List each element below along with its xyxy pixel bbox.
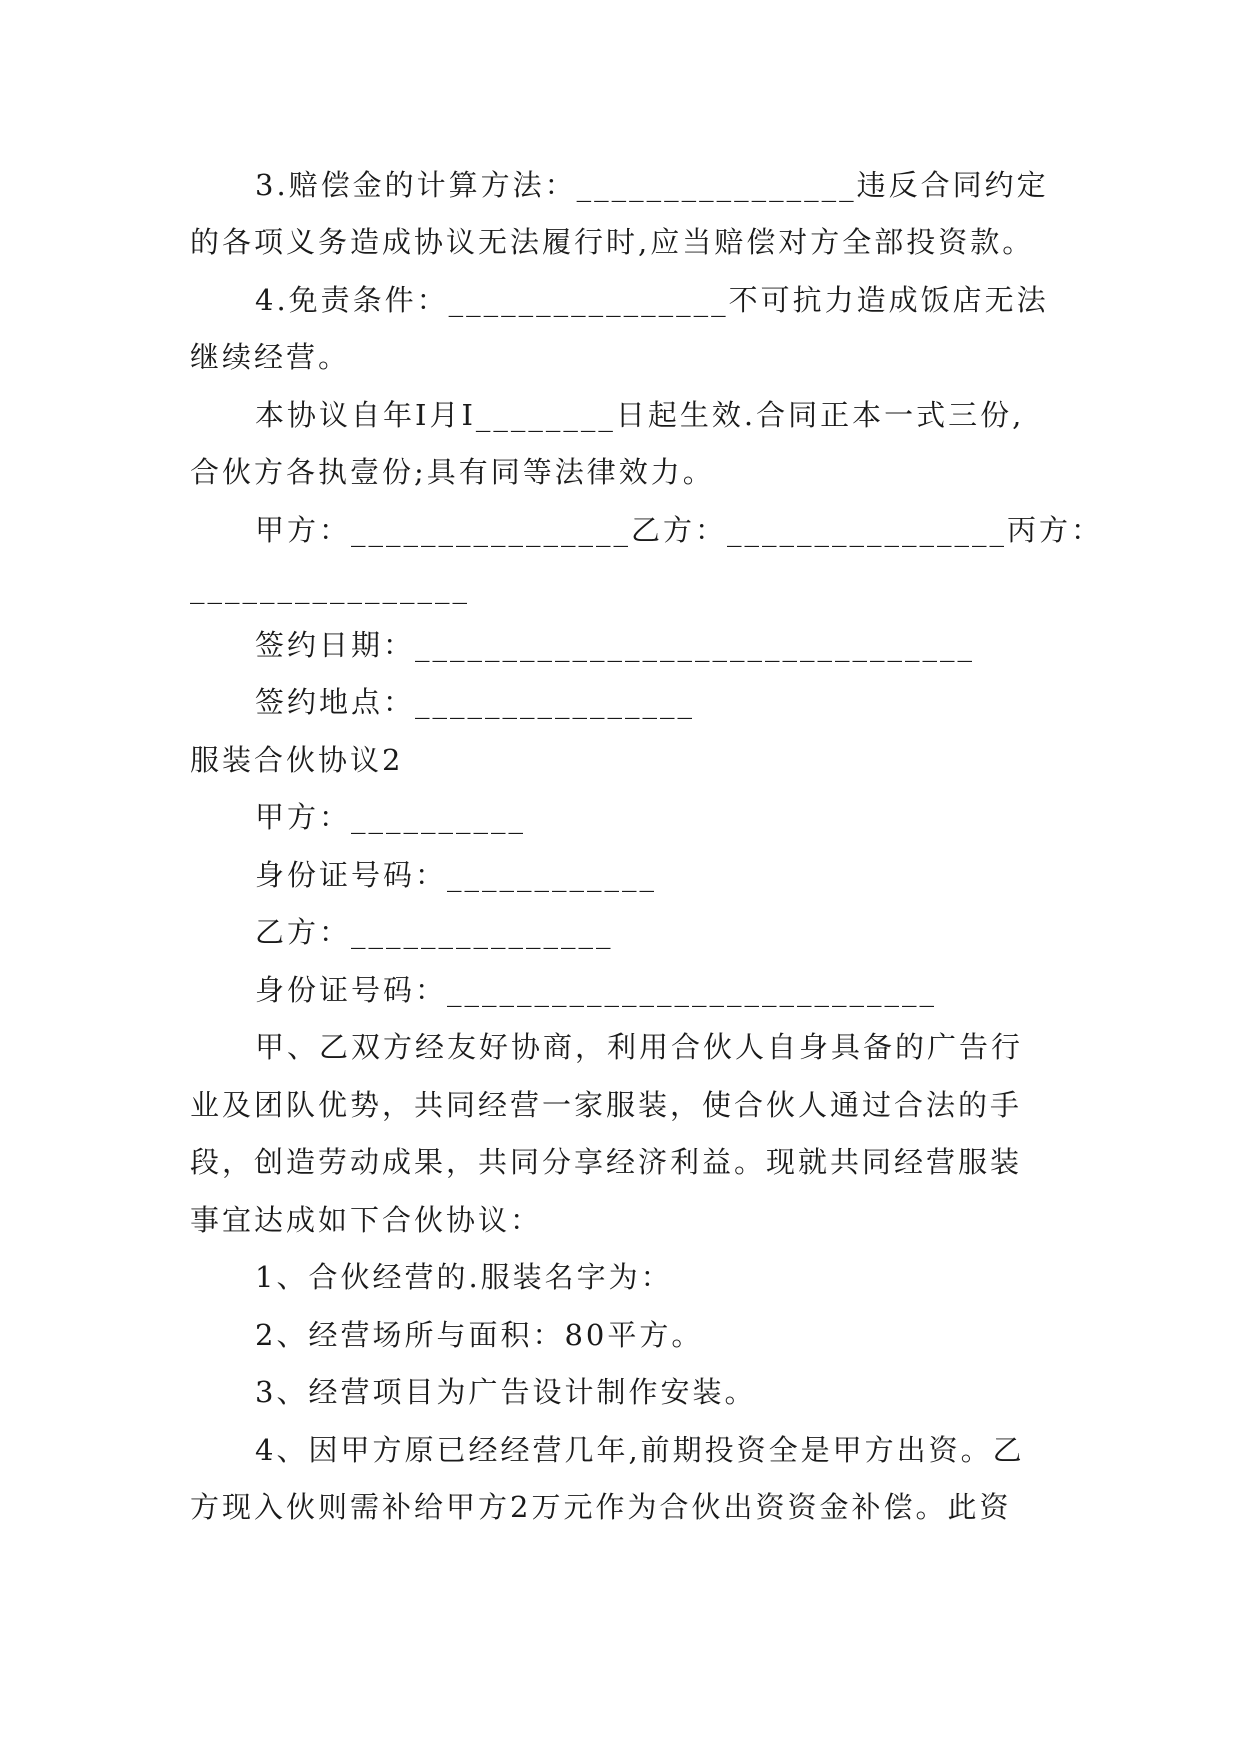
text-line: 合伙方各执壹份;具有同等法律效力。 <box>190 455 715 489</box>
text-line: 甲、乙双方经友好协商，利用合伙人自身具备的广告行 <box>255 1030 1024 1064</box>
signature-line: 甲方：________________乙方：________________丙方： <box>255 513 1104 547</box>
text-line: 方现入伙则需补给甲方2万元作为合伙出资资金补偿。此资 <box>190 1490 1012 1524</box>
signature-line: ________________ <box>190 570 470 604</box>
clause-line: 1、合伙经营的.服装名字为： <box>255 1260 673 1294</box>
party-a-field: 甲方：__________ <box>255 800 527 834</box>
text-line: 的各项义务造成协议无法履行时,应当赔偿对方全部投资款。 <box>190 225 1035 259</box>
text-line: 4.免责条件：________________不可抗力造成饭店无法 <box>255 283 1049 317</box>
text-line: 段，创造劳动成果，共同分享经济利益。现就共同经营服装 <box>190 1145 1023 1179</box>
text-line: 业及团队优势，共同经营一家服装，使合伙人通过合法的手 <box>190 1088 1023 1122</box>
text-line: 继续经营。 <box>190 340 351 374</box>
clause-line: 3、经营项目为广告设计制作安装。 <box>255 1375 757 1409</box>
section-title: 服装合伙协议2 <box>190 743 404 777</box>
text-line: 事宜达成如下合伙协议： <box>190 1203 543 1237</box>
text-line: 3.赔偿金的计算方法：________________违反合同约定 <box>255 168 1049 202</box>
party-b-field: 乙方：_______________ <box>255 915 614 949</box>
id-number-field: 身份证号码：____________________________ <box>255 973 938 1007</box>
signing-place: 签约地点：________________ <box>255 685 696 719</box>
id-number-field: 身份证号码：____________ <box>255 858 658 892</box>
clause-line: 4、因甲方原已经经营几年,前期投资全是甲方出资。乙 <box>255 1433 1025 1467</box>
signing-date: 签约日期：________________________________ <box>255 628 976 662</box>
clause-line: 2、经营场所与面积：80平方。 <box>255 1318 704 1352</box>
text-line: 本协议自年I月I________日起生效.合同正本一式三份, <box>255 398 1025 432</box>
